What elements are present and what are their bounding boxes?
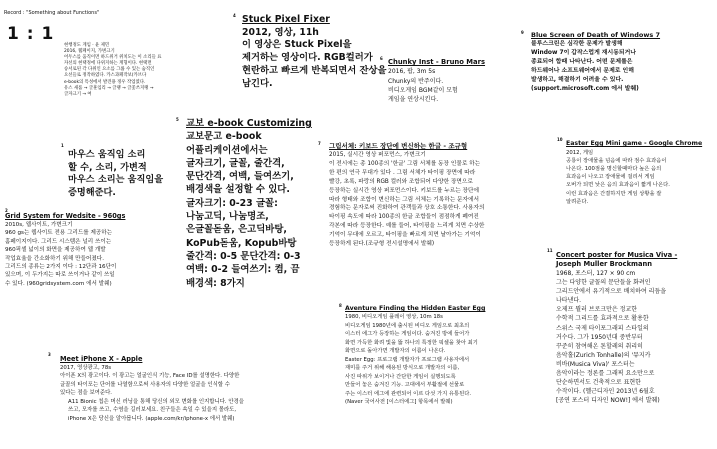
block-number: 9 [521, 30, 524, 35]
block-grid-system: Grid System for Wedsite - 960gs 2010s, 웹사이트, 가변크기 960 gs는 웹사이트 전용 그리드를 제공하는 홈페이지이다. 그리드 시스템은 널리 쓰이는 960픽셀 넓이의 화면을 제공하여 웹 개발 작업효율을 간소화하기 위해 만들어졌다. 그리드의 종류는 2가지 이다 : 12단과 16단이 있으며, 이 두가지는 따로 쓰이거나 같이 쓰일 수 있다. (960gridsystem.com 에서 발췌) [5, 212, 126, 287]
block-blue-screen: Blue Screen of Death of Windows 7 블루스크린은 심각한 문제가 발생해 Window 7이 갑작스럽게 재시동되거나 종료되어 합때 나타난다. 어떤 문제를은 하드웨어나 소프트웨어에서 문제로 인해 발생하고, 해결하기 어려울 수 있다. (support.microsoft.com 에서 발췌) [531, 31, 661, 92]
block-number: 3 [48, 352, 51, 357]
block-adventure-easter-egg: Aventure Finding the Hidden Easter Egg 1980, 비디오게임 플레이 영상, 10m 18s 비디오게임 1980년에 출시된 비디오 게임으로 최초의 이스터 에그가 등장하는 게임이다. 숨겨진 방에 들어가 화면 가득한 화려 빛을 뚫 하나의 특정한 픽셀을 찾아 최기 화면으로 돌아가면 개발자의 이름이 나온다. Easter Egg: 프로그램 개발자가 프로그램 사용자에서 재미를 주거 위해 해용된 방식으로 개발자의 이름, 사진 따위가 보이거나 간단한 게임이 실행되도록 만들어 놓은 숨겨진 기능. 고대에서 부활절에 선물로 주는 이스터 에그에 관련되어 이르 다섯 가지 유통된다. (Naver 국어사전 [이스터에그] 항목에서 발췌) [345, 305, 486, 406]
block-chunky-inst: Chunky Inst - Bruno Mars 2016, 팝, 3m 5s Chunky의 반주이다. 비디오게임 BGM같이 모험 게임을 연상시킨다. [388, 58, 486, 104]
block-grimseoche: 그림서체: 키보드 장단에 변신하는 한글 - 조규형 2015, 실시간 영상 퍼포먼스, 가변크기 이 전시에는 총 100종의 '한글' 그림 서체를 동장 인물로 하는 한 편의 연극 무대가 있다 . 그림 서체가 타이핑 장면에 따라 빨강, 초록, 파랑의 RGB 컬러와 조합되어 다양한 장면으로 등장하는 실시간 영상 퍼포먼스이다. 키보드를 누르는 장단에 따라 형태와 조합이 변신하는 그림 서체는 기록하는 문자에서 경험하는 문자로써 진화하여 관객들과 상호 소통한다. 사용자의 타이핑 속도에 따라 100종의 한글 조합들이 점점하게 폐여진 각본에 따라 등장한다. 예를 들어, 타이핑을 느리게 치면 수상한 기억이 무대에 오르고, 타이핑을 빠르게 치면 날아가는 기억이 등장하게 된다.(조규형 전시설명에서 발췌) [329, 142, 485, 248]
intro-text: 현행정도 게임 · 윤 제민 2016, 웹페이지, 가변크기 어두스를 움직이면 하드위거 위치도는 이 소리들 표 자선의 현택정에 다위지하는 계형이다. 현택면 승서로된 각 다위인 요소를 그룹 수 있는 숨직인 요선들로 정작하였다. 카스과폐작보(카브다 e-book의 특성에서 발견용 정우 작업였다. 유스 새롭 → 글훈입리 → 글랭 → 글꽃쓰지랭 → 글자크기 → 여 [64, 43, 162, 97]
block-number: 6 [380, 56, 383, 61]
block-number: 5 [176, 117, 179, 122]
block-number: 8 [339, 303, 342, 308]
block-mouse-sound: 마우스 움직임 소리 할 수, 소리, 가변적 마우스 소리는 움직임을 증명해준다. [68, 149, 164, 198]
block-iphone-x: Meet iPhone X - Apple 2017, 영상광고, 78s 아이폰 X의 광고이다. 이 광고는 얼굴인식 기능, Face ID를 설명한다. 다양한 글꼴의 타이포는 단어를 나열함으로써 사용자의 다양한 얼굴을 인식할 수 있다는 점을 보여준다. A11 Bionic 칩은 머신 러닝을 통해 당신의 외모 변화를 인지합니다. 안경을 쓰고, 모자를 쓰고, 수염을 길러보세요. 친구들은 속일 수 있을지 몰라도, iPhone X은 당신을 알아봅니다. (apple.com/kr/iphone-x 에서 발췌) [60, 355, 244, 422]
block-number: 4 [233, 13, 236, 18]
block-chrome-easter-egg: Easter Egg Mini game - Google Chrome 2012, 게임 공룡이 장애물을 넘음에 따라 점수 효과음이 나온다. 100점을 명신할때마다 높은 음의 효과음이 나오고 장애물에 걸리서 게임 오버가 되면 낮은 음의 효과음이 짧게 나온다. 이런 효과음은 간결하지만 게임 상황을 잘 알려준다. [566, 140, 703, 205]
record-label: Record : "Something about Functions" [4, 10, 100, 16]
block-stuck-pixel: Stuck Pixel Fixer 2012, 영상, 11h 이 영상은 Stuck Pixel을 제거하는 영상이다. RGB컬러가 현란하고 빠르게 반복되면서 잔상을 남긴다. [242, 14, 387, 89]
block-number: 7 [318, 141, 321, 146]
block-ebook-customizing: 교보 e-book Customizing 교보문고 e-book 어플리케이션에서는 글자크기, 글꼴, 줄간격, 문단간격, 여백, 들여쓰기, 배경색을 설정할 수 있다. 글자크기: 0-23 글꼴: 나눔고딕, 나눔명조, 은글꼴돋움, 은고딕바탕, KoPub돋움, Kopub바탕 줄간격: 0-5 문단간격: 0-3 여백: 0-2 들여쓰기: 켬, 끔 배경색: 8가지 [186, 118, 312, 289]
ratio-heading: 1 : 1 [7, 24, 55, 44]
block-number: 11 [547, 248, 553, 253]
block-number: 2 [5, 208, 8, 213]
block-musica-viva: Concert poster for Musica Viva - Joseph Muller Brockmann 1968, 포스터, 127 × 90 cm 그는 다양한 글꼴의 문단들을 화려인 그리드안에서 유기적으로 배치하여 리듬을 나타낸다. 오제프 뮐러 브로크만은 정교한 수학적 그리드를 효과적으로 활용한 스위스 국제 타이포그래피 스타일의 거수다. 그가 1950년대 중반부터 꾸준히 참여해온 톤할레의 취리히 음악홀(Zurich Tonhalle)의 '뮤지카 비바(Musica Viva)' 포스터는 음악이라는 정론를 그래픽 요소만으로 단순하면서도 건축적으로 표현한 수작이다. (헬근디자인 2013년 6월호 [공연 포스터 디자인 NOW!] 에서 발췌) [556, 251, 678, 405]
block-number: 10 [557, 137, 563, 142]
block-number: 1 [61, 143, 64, 148]
